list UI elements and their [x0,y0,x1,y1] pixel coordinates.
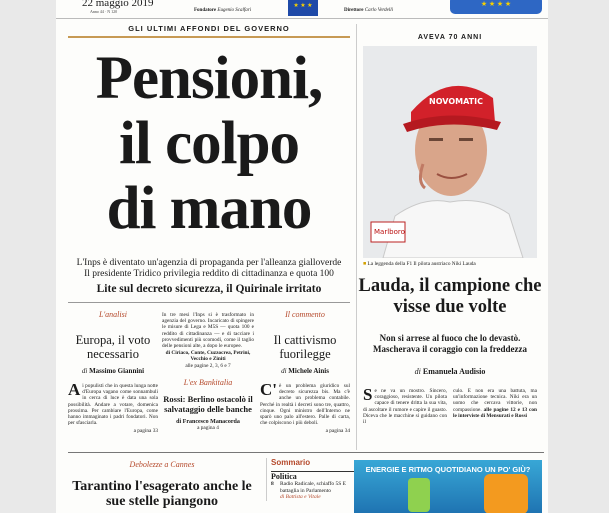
main-headline[interactable]: Pensioni, il colpo di mano [95,45,323,242]
founder-credit: Fondatore Eugenio Scalfari [194,8,252,13]
sommario [266,458,355,501]
lauda-portrait-icon [363,46,537,258]
section-label: Debolezze a Cannes [129,460,195,469]
cannes-story[interactable] [68,460,256,509]
bankitalia-title[interactable]: Rossi: Berlino ostacolò il salvataggio delle banche [163,393,253,414]
divider [68,302,350,303]
issue-number: Anno 44 · N 120 [90,9,118,14]
eu-flag-icon: ★ ★ ★ [288,0,318,16]
bankitalia-page[interactable]: a pagina 4 [197,424,219,431]
sommario-head: Politica [271,471,355,481]
analysis-jump[interactable]: a pagina 33 [133,428,158,435]
issue-date: 22 maggio 2019 [82,0,154,9]
main-deck: L'Inps è diventato un'agenzia di propaganda per l'alleanza gialloverde Il presidente Tridico privilegia reddito di cittadinanza e quota 100 [76,258,342,279]
main-kicker: GLI ULTIMI AFFONDI DEL GOVERNO [68,24,350,38]
lauda-body-right: culo. E non era una battuta, ma un'informazione tecnica. Niki era un uomo che cercava vittorie, non compassione. alle pagine 12 e 13 con le interviste di Mensurati e Rossi [453,388,538,419]
lauda-subtitle: Non si arrese al fuoco che lo devastò. Mascherava il coraggio con la freddezza [372,333,528,354]
section-label: L'ex Bankitalia [183,377,233,387]
section-label: Il commento [285,310,325,319]
ad-package-icon [484,474,528,513]
masthead-strip [56,0,548,19]
lauda-kicker: AVEVA 70 ANNI [417,34,483,41]
svg-text:NOVOMATIC: NOVOMATIC [429,97,483,106]
europe-badge-icon: ★ ★ ★ ★ [450,0,542,14]
director-credit: Direttore Carlo Verdelli [344,8,394,13]
inps-pages[interactable]: alle pagine 2, 3, 6 e 7 [185,362,231,369]
analysis-byline: di Massimo Giannini [81,367,145,375]
inps-body: In tre mesi l'Inps si è trasformato in agenzia del governo. Incaricato di spingere le misure di Lega e M5S — quota 100 e reddito di cittadinanza — e di tacciare i provvedimenti più scomodi, come il taglio delle pensioni alte, a dopo le europee. [162,312,254,350]
lauda-body-left: Se ne va un mostro. Sincero, coraggioso, resistente. Un pilota capace di tenere dritta la sua vita, di ascoltare il rumore e capire il guasto. Diceva che le macchine si guidano con il [363,385,447,426]
lauda-caption: ■ La leggenda della F1 Il pilota austriaco Niki Lauda [363,261,476,267]
column-comment [260,310,350,450]
ad-product-icon [408,478,430,512]
section-label: L'analisi [99,310,127,319]
cannes-title[interactable]: Tarantino l'esagerato anche le sue stelle piangono [72,479,252,509]
bottom-divider [68,452,544,453]
svg-text:Marlboro: Marlboro [374,228,405,236]
lauda-byline: di Emanuela Audisio [414,367,486,376]
newspaper-front-page [56,0,548,513]
analysis-title[interactable]: Europa, il voto necessario [75,333,151,361]
lauda-title[interactable]: Lauda, il campione che visse due volte [358,276,542,317]
comment-body: C' è un problema giuridico sul decreto sicurezza bis. Ma c'è anche un problema contabile. Perché in realtà i decreti sono tre, quattro, cinque. Ogni ministro dell'Interno ne sparò uno palo all'estero. Palle di carta, che colpiscono i più deboli. [260,380,350,427]
lauda-column [356,24,543,450]
inps-authors: di Ciriaco, Conte, Cuzzocrea, Petrini, Vecchio e Ziniti [165,350,251,363]
comment-byline: di Michele Ainis [281,367,329,375]
sommario-item[interactable]: 8 Radio Radicale, schiaffo 5S E battaglia in Parlamento di Battista e Vitale [271,481,347,500]
sommario-label: Sommario [271,458,311,467]
advertisement[interactable] [354,460,542,513]
comment-jump[interactable]: a pagina 34 [325,428,350,435]
analysis-body: Ai populisti che in questa lunga notte d'Europa vagano come sonnambuli in cerca di luce è data una sola possibilità. Andare a votare, domenica prossima. Per cambiare l'Europa, come hanno immaginato i padri fondatori. Non per sfasciarla. [68,380,158,427]
ad-text: ENERGIE E RITMO QUOTIDIANO UN PO' GIÙ? [365,465,531,474]
bankitalia-byline: di Francesco Manacorda [176,418,240,425]
lauda-photo[interactable] [363,46,537,258]
comment-title[interactable]: Il cattivismo fuorilegge [273,333,337,361]
column-analysis [68,310,158,450]
main-deck-bold[interactable]: Lite sul decreto sicurezza, il Quirinale irritato [96,283,322,295]
column-inps [162,312,254,450]
